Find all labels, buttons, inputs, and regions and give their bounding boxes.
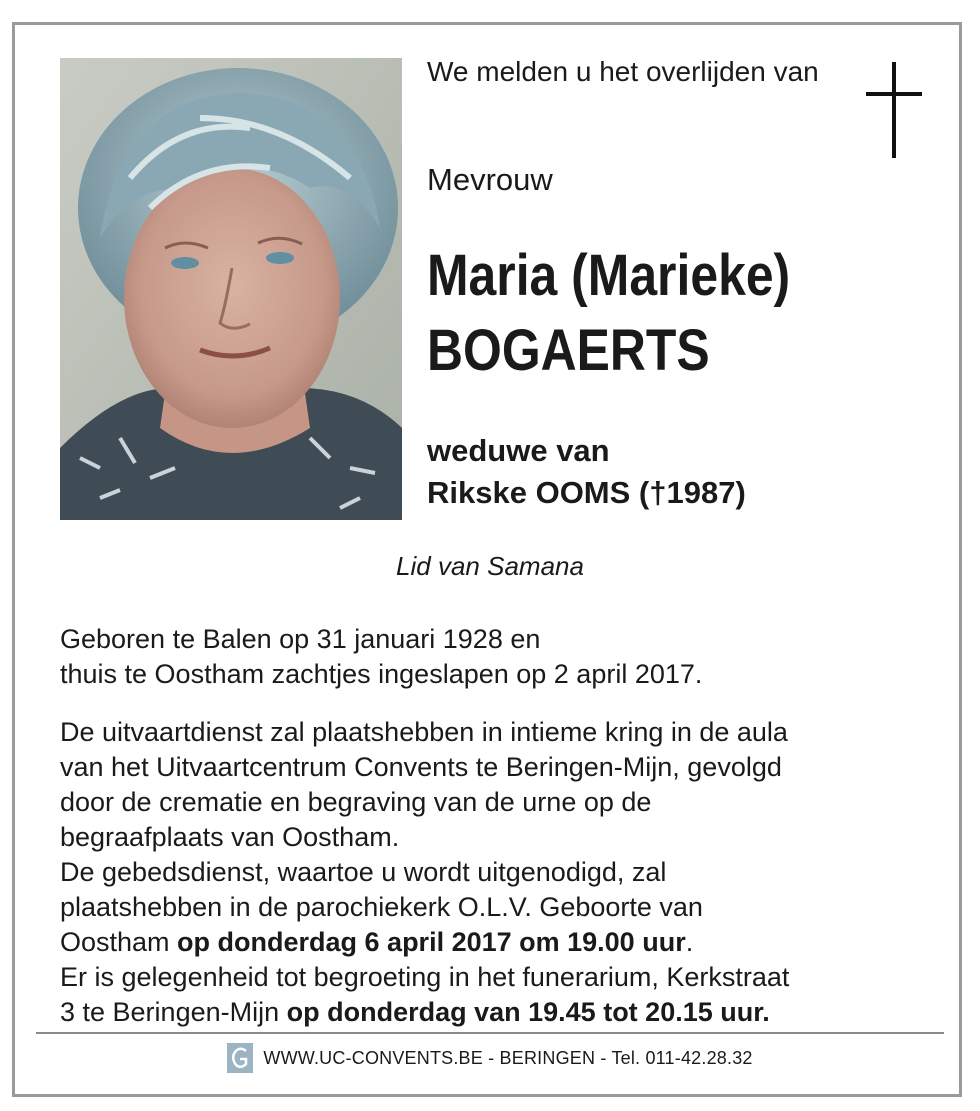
service-line: door de crematie en begraving van de urne op de (60, 787, 652, 817)
footer-contact: WWW.UC-CONVENTS.BE - BERINGEN - Tel. 011-42.28.32 (263, 1047, 753, 1068)
footer-divider (36, 1032, 944, 1034)
service-line (60, 925, 789, 960)
honorific: Mevrouw (427, 162, 553, 197)
footer (0, 1043, 980, 1073)
intro-text: We melden u het overlijden van (427, 56, 819, 87)
name-last: BOGAERTS (427, 318, 710, 383)
cross-icon (866, 62, 922, 158)
prayer-service-datetime: op donderdag 6 april 2017 om 19.00 uur (177, 927, 686, 957)
widow-of (427, 430, 746, 514)
service-text-plain: 3 te Beringen-Mijn (60, 997, 287, 1027)
spouse-name: Rikske OOMS (†1987) (427, 475, 746, 510)
service-line: Er is gelegenheid tot begroeting in het funerarium, Kerkstraat (60, 962, 790, 992)
service-text-plain: . (685, 927, 694, 957)
name-first: Maria (Marieke) (427, 243, 791, 308)
service-line: De gebedsdienst, waartoe u wordt uitgenodigd, zal (60, 857, 667, 887)
service-line: plaatshebben in de parochiekerk O.L.V. Geboorte van (60, 892, 703, 922)
service-text-plain: Oostham (60, 927, 178, 957)
birth-line-1: Geboren te Balen op 31 januari 1928 en (60, 624, 541, 654)
service-text (60, 715, 789, 1030)
birth-line-2: thuis te Oostham zachtjes ingeslapen op 2 april 2017. (60, 659, 703, 689)
deceased-name (427, 238, 790, 388)
service-line: De uitvaartdienst zal plaatshebben in intieme kring in de aula (60, 717, 788, 747)
uc-convents-logo-icon (227, 1043, 253, 1073)
service-line: begraafplaats van Oostham. (60, 822, 400, 852)
service-line: van het Uitvaartcentrum Convents te Beringen-Mijn, gevolgd (60, 752, 782, 782)
service-line (60, 995, 789, 1030)
membership-line: Lid van Samana (396, 551, 584, 581)
visitation-datetime: op donderdag van 19.45 tot 20.15 uur. (286, 997, 770, 1027)
birth-death-text (60, 622, 702, 692)
portrait-photo (60, 58, 402, 520)
widow-label: weduwe van (427, 433, 610, 468)
